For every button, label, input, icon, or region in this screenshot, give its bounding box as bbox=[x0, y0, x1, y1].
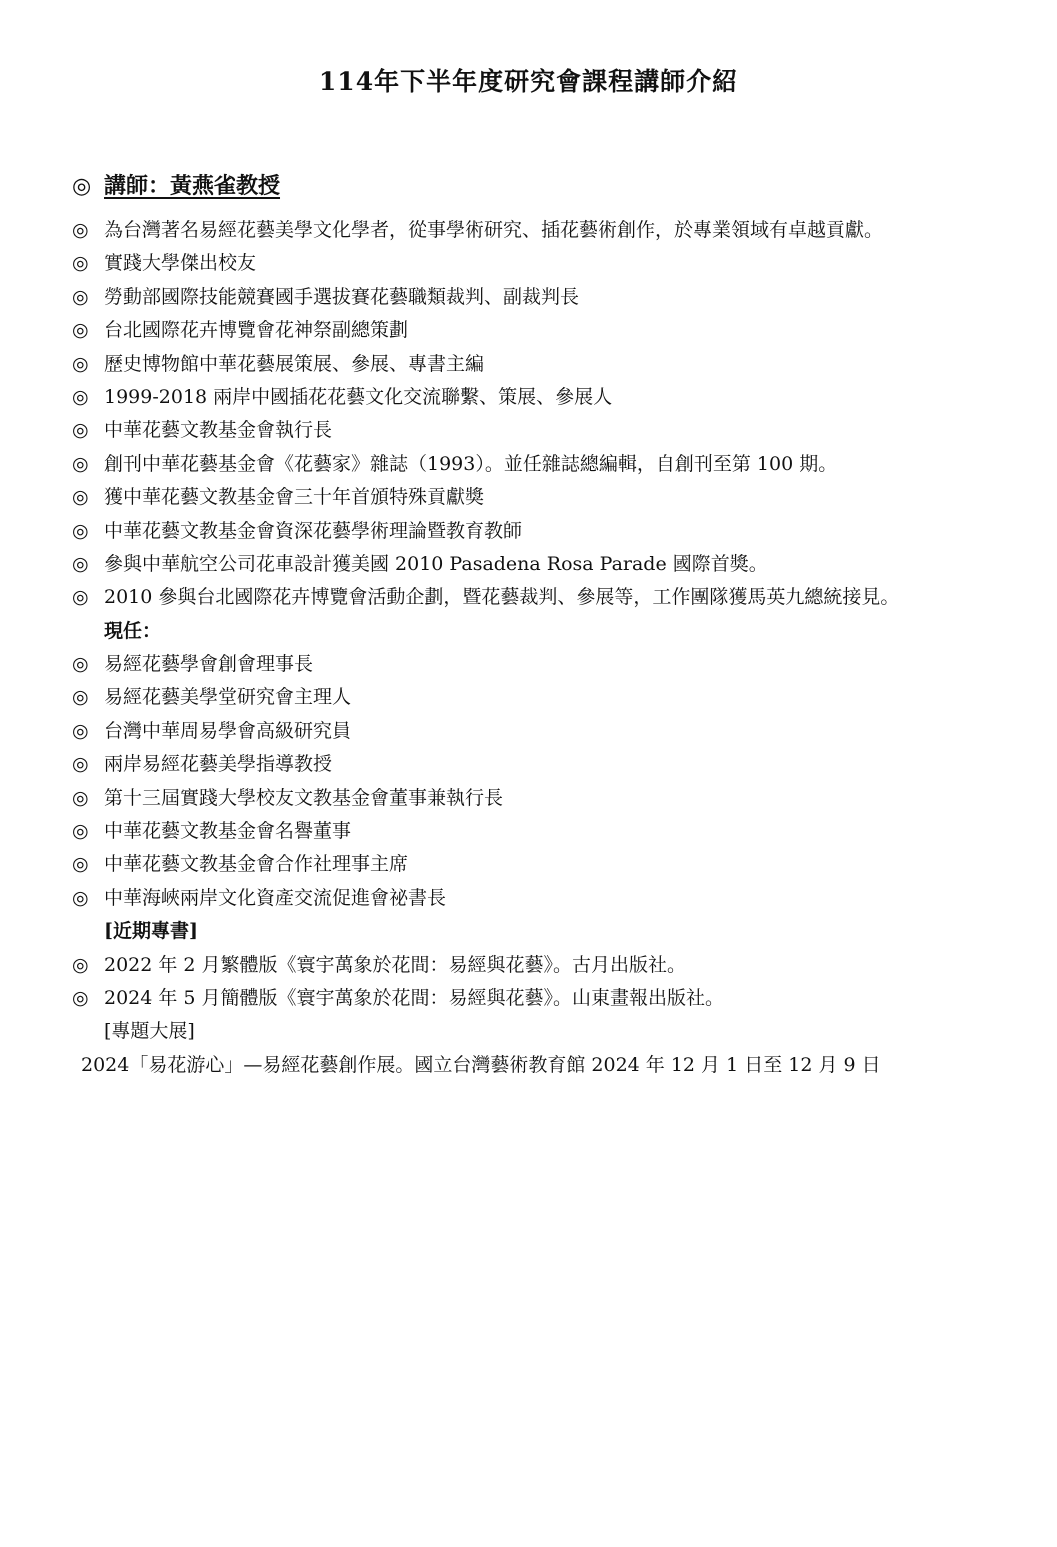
bullet-icon: ◎ bbox=[72, 219, 89, 241]
bullet-icon: ◎ bbox=[72, 552, 89, 575]
list-item: ◎ 台北國際花卉博覽會花神祭副總策劃 bbox=[72, 314, 1032, 347]
bullet-icon: ◎ bbox=[72, 319, 89, 342]
bullet-icon: ◎ bbox=[72, 853, 89, 876]
bullet-icon: ◎ bbox=[72, 252, 89, 275]
instructor-heading bbox=[72, 168, 280, 205]
list-item: ◎ 歷史博物館中華花藝展策展、參展、專書主編 bbox=[72, 348, 1032, 381]
bullet-icon: ◎ bbox=[72, 174, 92, 199]
list-item: ◎ 中華花藝文教基金會執行長 bbox=[72, 414, 1032, 447]
list-item: ◎ 台灣中華周易學會高級研究員 bbox=[72, 715, 1032, 748]
list-item: ◎ 易經花藝學會創會理事長 bbox=[72, 648, 1032, 681]
list-item: ◎ 中華海峽兩岸文化資產交流促進會祕書長 bbox=[72, 882, 1032, 915]
bullet-icon: ◎ bbox=[72, 820, 89, 843]
bullet-icon: ◎ bbox=[72, 719, 89, 742]
bio-list bbox=[72, 214, 1032, 1082]
exhibition-label: [專題大展] bbox=[104, 1020, 195, 1043]
list-item: ◎ 參與中華航空公司花車設計獲美國 2010 Pasadena Rosa Parade 國際首獎。 bbox=[72, 548, 1032, 581]
bullet-icon: ◎ bbox=[72, 285, 89, 308]
exhibition-text: 2024「易花游心」—易經花藝創作展。國立台灣藝術教育館 2024 年 12 月 1 日至 12 月 9 日 bbox=[81, 1053, 881, 1076]
bullet-icon: ◎ bbox=[72, 419, 89, 442]
list-item: ◎ 2022 年 2 月繁體版《寰宇萬象於花間：易經與花藝》。古月出版社。 bbox=[72, 949, 1032, 982]
bullet-icon: ◎ bbox=[72, 519, 89, 542]
bullet-icon: ◎ bbox=[72, 653, 89, 676]
page-title: 114年下半年度研究會課程講師介紹 bbox=[318, 67, 739, 96]
list-item: ◎ 創刊中華花藝基金會《花藝家》雜誌（1993）。並任雜誌總編輯，自創刊至第 100 期。 bbox=[72, 448, 1032, 481]
bullet-icon: ◎ bbox=[72, 986, 89, 1009]
list-item: ◎ 為台灣著名易經花藝美學文化學者，從事學術研究、插花藝術創作，於專業領域有卓越貢獻。 bbox=[72, 214, 1032, 247]
bullet-icon: ◎ bbox=[72, 953, 89, 976]
bullet-icon: ◎ bbox=[72, 686, 89, 709]
bullet-icon: ◎ bbox=[72, 385, 89, 408]
list-item: ◎ 兩岸易經花藝美學指導教授 bbox=[72, 748, 1032, 781]
list-item: ◎ 2024 年 5 月簡體版《寰宇萬象於花間：易經與花藝》。山東畫報出版社。 bbox=[72, 982, 1032, 1015]
list-item: ◎ 中華花藝文教基金會名譽董事 bbox=[72, 815, 1032, 848]
list-item: ◎ 實踐大學傑出校友 bbox=[72, 247, 1032, 280]
list-item: ◎ 2010 參與台北國際花卉博覽會活動企劃，暨花藝裁判、參展等，工作團隊獲馬英九總統接見。 bbox=[72, 581, 1032, 614]
bullet-icon: ◎ bbox=[72, 352, 89, 375]
current-positions-label: 現任： bbox=[104, 619, 162, 642]
list-item: ◎ 勞動部國際技能競賽國手選拔賽花藝職類裁判、副裁判長 bbox=[72, 281, 1032, 314]
bullet-icon: ◎ bbox=[72, 886, 89, 909]
bullet-icon: ◎ bbox=[72, 786, 89, 809]
list-item: ◎ 第十三屆實踐大學校友文教基金會董事兼執行長 bbox=[72, 782, 1032, 815]
list-item: ◎ 1999-2018 兩岸中國插花花藝文化交流聯繫、策展、參展人 bbox=[72, 381, 1032, 414]
bullet-icon: ◎ bbox=[72, 753, 89, 776]
bullet-icon: ◎ bbox=[72, 486, 89, 509]
bullet-icon: ◎ bbox=[72, 586, 89, 609]
list-item: ◎ 中華花藝文教基金會資深花藝學術理論暨教育教師 bbox=[72, 515, 1032, 548]
recent-books-label: [近期專書] bbox=[104, 920, 198, 943]
list-item: ◎ 易經花藝美學堂研究會主理人 bbox=[72, 681, 1032, 714]
list-item: ◎ 獲中華花藝文教基金會三十年首頒特殊貢獻獎 bbox=[72, 481, 1032, 514]
list-item: ◎ 中華花藝文教基金會合作社理事主席 bbox=[72, 848, 1032, 881]
instructor-name: 講師：黃燕雀教授 bbox=[104, 173, 281, 199]
bullet-icon: ◎ bbox=[72, 452, 89, 475]
